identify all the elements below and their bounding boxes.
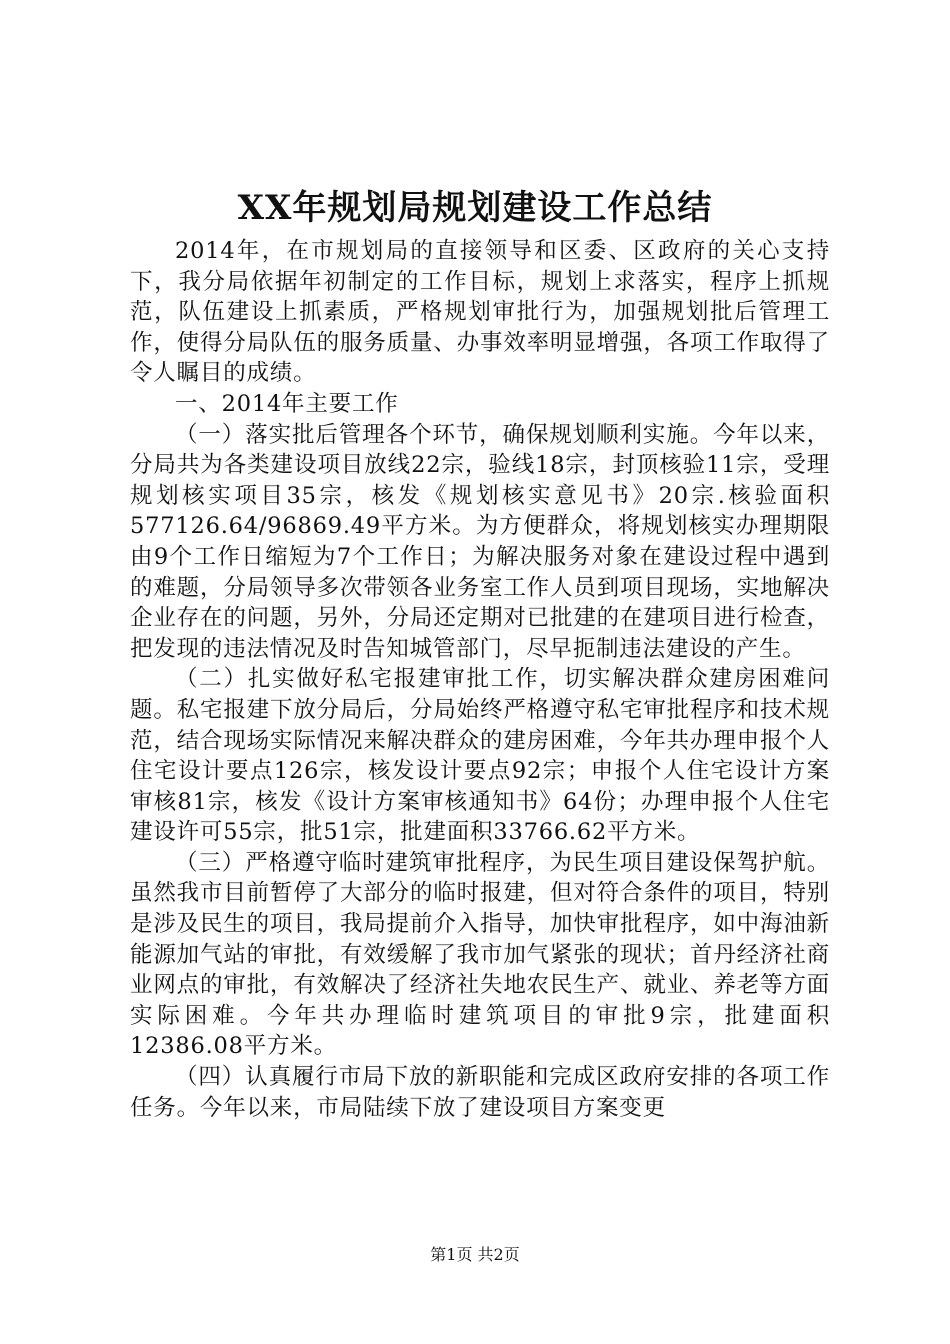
paragraph-item-4: （四）认真履行市局下放的新职能和完成区政府安排的各项工作任务。今年以来，市局陆续下放了建设项目方案变更 <box>130 1064 830 1121</box>
paragraph-item-1: （一）落实批后管理各个环节，确保规划顺利实施。今年以来，分局共为各类建设项目放线22宗，验线18宗，封顶核验11宗，受理规划核实项目35宗，核发《规划核实意见书》20宗.核验面积577126.64/96869.49平方米。为方便群众，将规划核实办理期限由9个工作日缩短为7个工作日；为解决服务对象在建设过程中遇到的难题，分局领导多次带领各业务室工作人员到项目现场，实地解决企业存在的问题，另外，分局还定期对已批建的在建项目进行检查，把发现的违法情况及时告知城管部门，尽早扼制违法建设的产生。 <box>130 421 830 662</box>
document-body <box>130 236 830 1123</box>
paragraph-item-3: （三）严格遵守临时建筑审批程序，为民生项目建设保驾护航。虽然我市目前暂停了大部分的临时报建，但对符合条件的项目，特别是涉及民生的项目，我局提前介入指导，加快审批程序，如中海油新能源加气站的审批，有效缓解了我市加气紧张的现状；首丹经济社商业网点的审批，有效解决了经济社失地农民生产、就业、养老等方面实际困难。今年共办理临时建筑项目的审批9宗，批建面积12386.08平方米。 <box>130 849 830 1060</box>
document-title: XX年规划局规划建设工作总结 <box>237 188 713 228</box>
section-heading: 一、2014年主要工作 <box>175 390 399 417</box>
page-footer: 第1页 共2页 <box>430 1245 520 1264</box>
intro-paragraph: 2014年，在市规划局的直接领导和区委、区政府的关心支持下，我分局依据年初制定的工作目标，规划上求落实，程序上抓规范，队伍建设上抓素质，严格规划审批行为，加强规划批后管理工作，使得分局队伍的服务质量、办事效率明显增强，各项工作取得了令人瞩目的成绩。 <box>130 238 830 387</box>
paragraph-item-2: （二）扎实做好私宅报建审批工作，切实解决群众建房困难问题。私宅报建下放分局后，分局始终严格遵守私宅审批程序和技术规范，结合现场实际情况来解决群众的建房困难，今年共办理申报个人住宅设计要点126宗，核发设计要点92宗；申报个人住宅设计方案审核81宗，核发《设计方案审核通知书》64份；办理申报个人住宅建设许可55宗，批51宗，批建面积33766.62平方米。 <box>130 666 830 846</box>
